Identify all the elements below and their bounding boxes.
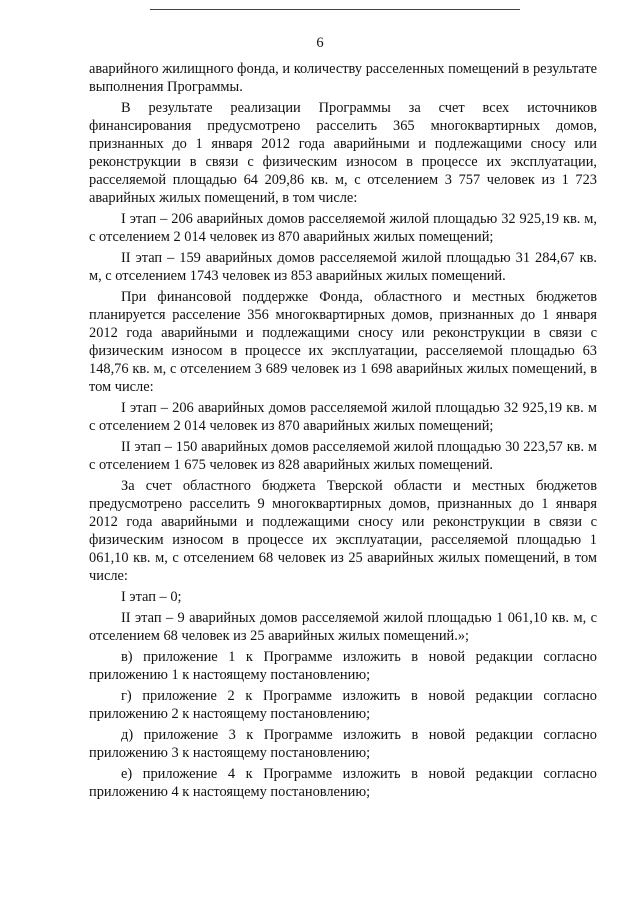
paragraph-fund-stage-1: I этап – 206 аварийных домов расселяемой жилой площадью 32 925,19 кв. м с отселением 2 014 человек из 870 аварийных жилых помещений; xyxy=(89,400,597,434)
document-body xyxy=(89,60,597,804)
paragraph-stage-1-total: I этап – 206 аварийных домов расселяемой жилой площадью 32 925,19 кв. м, с отселением 2 014 человек из 870 аварийных жилых помещений; xyxy=(89,211,597,245)
paragraph-regional-budget: За счет областного бюджета Тверской области и местных бюджетов предусмотрено расселить 9 многоквартирных домов, признанных до 1 января 2012 года аварийными и подлежащими сносу или реконструкции в связи с физическим износом в процессе их эксплуатации, расселяемой площадью 1 061,10 кв. м, с отселением 68 человек из 25 аварийных жилых помещений, в том числе: xyxy=(89,478,597,584)
paragraph-stage-2-total: II этап – 159 аварийных домов расселяемой жилой площадью 31 284,67 кв. м, с отселением 1743 человек из 853 аварийных жилых помещений. xyxy=(89,250,597,284)
page-number: 6 xyxy=(316,35,324,51)
top-rule xyxy=(150,9,520,10)
paragraph-total-program: В результате реализации Программы за счет всех источников финансирования предусмотрено расселить 365 многоквартирных домов, признанных до 1 января 2012 года аварийными и подлежащими сносу или реконструкции в связи с физическим износом в процессе их эксплуатации, расселяемой площадью 64 209,86 кв. м, с отселением 3 757 человек из 1 723 аварийных жилых помещений, в том числе: xyxy=(89,100,597,206)
paragraph-item-e: е) приложение 4 к Программе изложить в новой редакции согласно приложению 4 к настоящему постановлению; xyxy=(89,766,597,800)
paragraph-regional-stage-2: II этап – 9 аварийных домов расселяемой жилой площадью 1 061,10 кв. м, с отселением 68 человек из 25 аварийных жилых помещений.»; xyxy=(89,610,597,644)
paragraph-fund-support: При финансовой поддержке Фонда, областного и местных бюджетов планируется расселение 356 многоквартирных домов, признанных до 1 января 2012 года аварийными и подлежащими сносу или реконструкции в связи с физическим износом в процессе их эксплуатации, расселяемой площадью 63 148,76 кв. м, с отселением 3 689 человек из 1 698 аварийных жилых помещений, в том числе: xyxy=(89,289,597,395)
paragraph-regional-stage-1: I этап – 0; xyxy=(121,589,182,605)
paragraph-item-d: д) приложение 3 к Программе изложить в новой редакции согласно приложению 3 к настоящему постановлению; xyxy=(89,727,597,761)
paragraph-item-g: г) приложение 2 к Программе изложить в новой редакции согласно приложению 2 к настоящему постановлению; xyxy=(89,688,597,722)
paragraph-item-v: в) приложение 1 к Программе изложить в новой редакции согласно приложению 1 к настоящему постановлению; xyxy=(89,649,597,683)
paragraph-continuation: аварийного жилищного фонда, и количеству расселенных помещений в результате выполнения Программы. xyxy=(89,61,597,95)
paragraph-fund-stage-2: II этап – 150 аварийных домов расселяемой жилой площадью 30 223,57 кв. м с отселением 1 675 человек из 828 аварийных жилых помещений. xyxy=(89,439,597,473)
